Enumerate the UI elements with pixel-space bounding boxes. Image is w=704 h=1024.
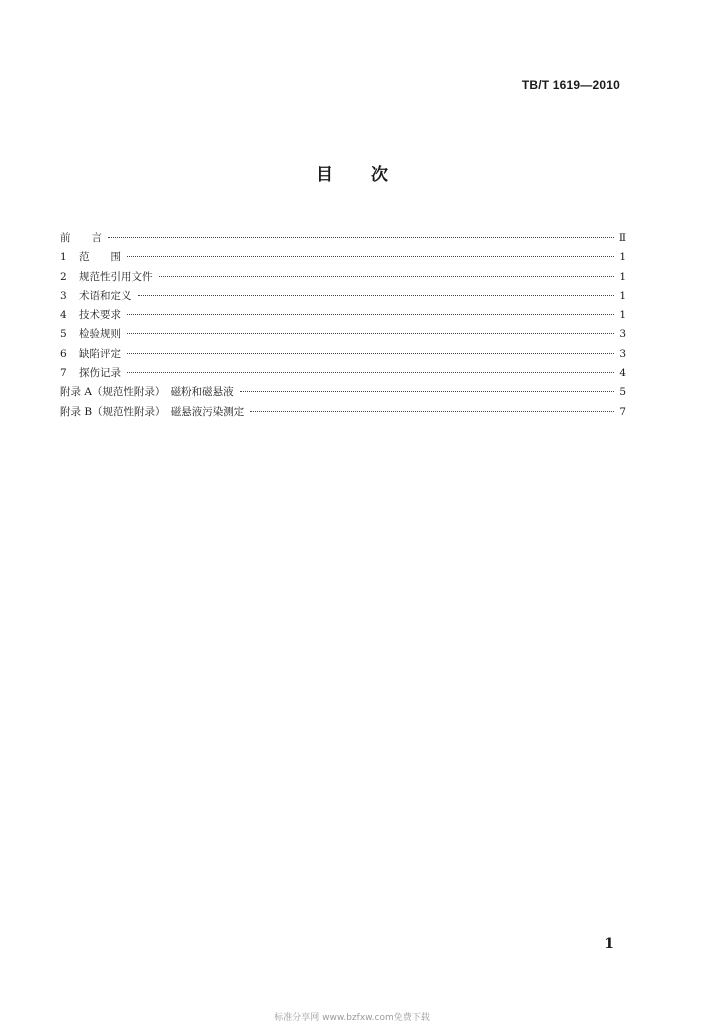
toc-leader-dots <box>127 314 614 315</box>
toc-entry-page: 1 <box>619 309 626 322</box>
toc-entry-number: 3 <box>60 289 67 302</box>
toc-entry-appendix-b[interactable] <box>60 403 626 422</box>
toc-entry-label <box>60 325 123 344</box>
table-of-contents <box>60 229 626 422</box>
toc-entry-label <box>60 287 134 306</box>
toc-entry-scope[interactable] <box>60 248 626 267</box>
toc-leader-dots <box>240 391 614 392</box>
toc-entry-label <box>60 248 123 267</box>
page-title: 目次 <box>316 165 426 185</box>
toc-entry-number: 1 <box>60 251 67 264</box>
standard-code: TB/T 1619—2010 <box>521 78 620 92</box>
toc-leader-dots <box>138 295 615 296</box>
toc-entry-label <box>60 268 155 287</box>
toc-entry-title: 探伤记录 <box>79 367 121 380</box>
toc-entry-page: 4 <box>619 367 626 380</box>
toc-entry-inspection-rules[interactable] <box>60 325 626 344</box>
toc-entry-page: 3 <box>619 347 626 360</box>
toc-entry-number: 5 <box>60 328 67 341</box>
toc-entry-technical-requirements[interactable] <box>60 306 626 325</box>
toc-leader-dots <box>127 372 614 373</box>
footer-watermark: 标准分享网 www.bzfxw.com免费下载 <box>274 1013 430 1023</box>
page-number: 1 <box>604 936 614 952</box>
toc-entry-page: 7 <box>619 405 626 418</box>
toc-entry-defect-evaluation[interactable] <box>60 345 626 364</box>
toc-entry-title: 术语和定义 <box>79 289 132 302</box>
toc-entry-inspection-records[interactable] <box>60 364 626 383</box>
toc-entry-title: 缺陷评定 <box>79 347 121 360</box>
toc-entry-page: Ⅱ <box>618 232 626 244</box>
toc-entry-label <box>60 364 123 383</box>
toc-entry-label: 前 言 <box>60 232 102 244</box>
toc-entry-label: 附录 A（规范性附录） 磁粉和磁悬液 <box>60 386 234 399</box>
toc-entry-label <box>60 306 123 325</box>
toc-entry-title: 范 围 <box>79 251 121 264</box>
toc-entry-title: 技术要求 <box>79 309 121 322</box>
toc-entry-number: 7 <box>60 367 67 380</box>
toc-leader-dots <box>127 353 614 354</box>
toc-leader-dots <box>127 256 614 257</box>
toc-entry-label: 附录 B（规范性附录） 磁悬液污染测定 <box>60 405 245 418</box>
toc-leader-dots <box>108 237 614 238</box>
toc-entry-appendix-a[interactable] <box>60 383 626 402</box>
toc-entry-page: 5 <box>619 386 626 399</box>
toc-entry-foreword[interactable] <box>60 229 626 248</box>
toc-entry-title: 检验规则 <box>79 328 121 341</box>
toc-entry-label <box>60 345 123 364</box>
toc-entry-page: 1 <box>619 270 626 283</box>
toc-entry-page: 3 <box>619 328 626 341</box>
toc-entry-terms-definitions[interactable] <box>60 287 626 306</box>
toc-entry-page: 1 <box>619 251 626 264</box>
toc-leader-dots <box>159 276 615 277</box>
toc-leader-dots <box>127 333 614 334</box>
toc-entry-page: 1 <box>619 289 626 302</box>
toc-entry-number: 4 <box>60 309 67 322</box>
toc-entry-number: 2 <box>60 270 67 283</box>
toc-leader-dots <box>250 411 614 412</box>
toc-entry-normative-references[interactable] <box>60 268 626 287</box>
toc-entry-title: 规范性引用文件 <box>79 270 153 283</box>
toc-entry-number: 6 <box>60 347 67 360</box>
